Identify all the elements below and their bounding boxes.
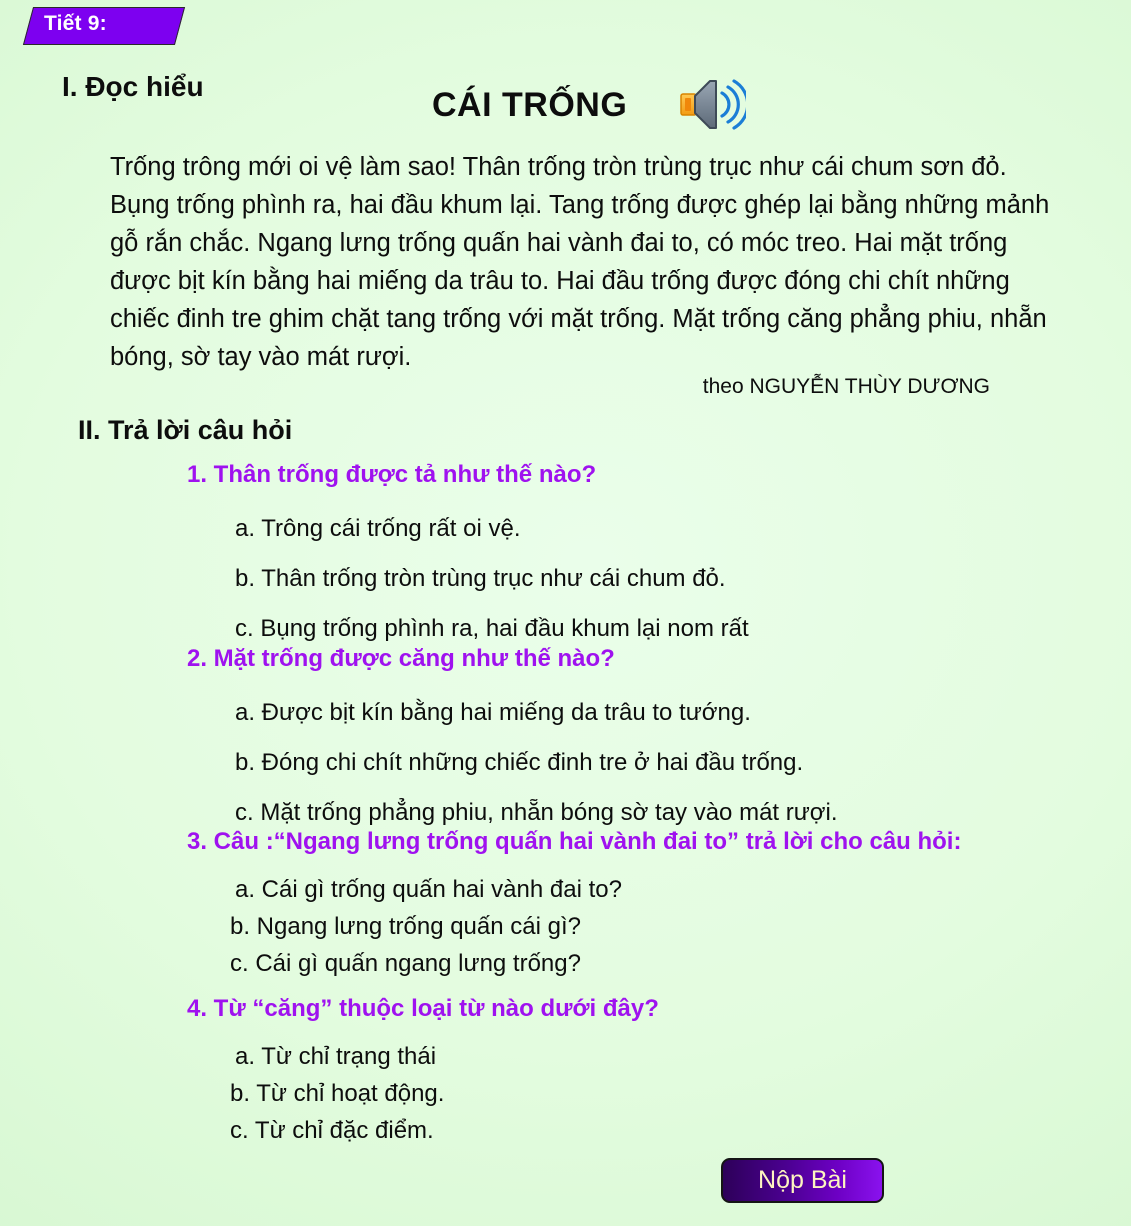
question-3-option-b[interactable]: b. Ngang lưng trống quấn cái gì? [230,913,581,940]
question-1-option-c[interactable]: c. Bụng trống phình ra, hai đầu khum lại nom rất [235,615,749,642]
question-2-option-b[interactable]: b. Đóng chi chít những chiếc đinh tre ở hai đầu trống. [235,749,804,776]
submit-button[interactable]: Nộp Bài [721,1158,884,1203]
question-3-option-c[interactable]: c. Cái gì quấn ngang lưng trống? [230,950,581,977]
lesson-banner-label: Tiết 9: [44,12,107,35]
reading-attribution: theo NGUYỄN THÙY DƯƠNG [702,375,990,398]
part-one-heading: I. Đọc hiểu [62,71,204,102]
reading-passage: Trống trông mới oi vệ làm sao! Thân trống tròn trùng trục như cái chum sơn đỏ. Bụng trống phình ra, hai đầu khum lại. Tang trống được ghép lại bằng những mảnh gỗ rắn chắc. Ngang lưng trống quấn hai vành đai to, có móc treo. Hai mặt trống được bịt kín bằng hai miếng da trâu to. Hai đầu trống được đóng chi chít những chiếc đinh tre ghim chặt tang trống với mặt trống. Mặt trống căng phẳng phiu, nhẵn bóng, sờ tay vào mát rượi. [110,153,1050,371]
question-group-1 [187,461,749,643]
question-1-heading: 1. Thân trống được tả như thế nào? [187,461,597,488]
question-4-heading: 4. Từ “căng” thuộc loại từ nào dưới đây? [187,995,659,1022]
question-1-option-a[interactable]: a. Trông cái trống rất oi vệ. [235,515,521,542]
question-2-heading: 2. Mặt trống được căng như thế nào? [187,645,615,672]
question-4-option-b[interactable]: b. Từ chỉ hoạt động. [230,1080,445,1107]
question-3-heading: 3. Câu :“Ngang lưng trống quấn hai vành đai to” trả lời cho câu hỏi: [187,828,962,855]
question-1-option-b[interactable]: b. Thân trống tròn trùng trục như cái chum đỏ. [235,565,726,592]
question-4-option-c[interactable]: c. Từ chỉ đặc điểm. [230,1117,434,1144]
question-2-option-c[interactable]: c. Mặt trống phẳng phiu, nhẵn bóng sờ tay vào mát rượi. [235,799,838,826]
question-group-2 [187,645,838,827]
question-2-option-a[interactable]: a. Được bịt kín bằng hai miếng da trâu to tướng. [235,699,751,726]
speaker-icon[interactable] [678,76,746,132]
reading-title: CÁI TRỐNG [432,86,628,124]
question-group-3 [187,828,961,978]
question-group-4 [187,995,659,1145]
question-4-option-a[interactable]: a. Từ chỉ trạng thái [235,1043,437,1070]
part-two-heading: II. Trả lời câu hỏi [78,415,293,445]
question-3-option-a[interactable]: a. Cái gì trống quấn hai vành đai to? [235,876,622,903]
